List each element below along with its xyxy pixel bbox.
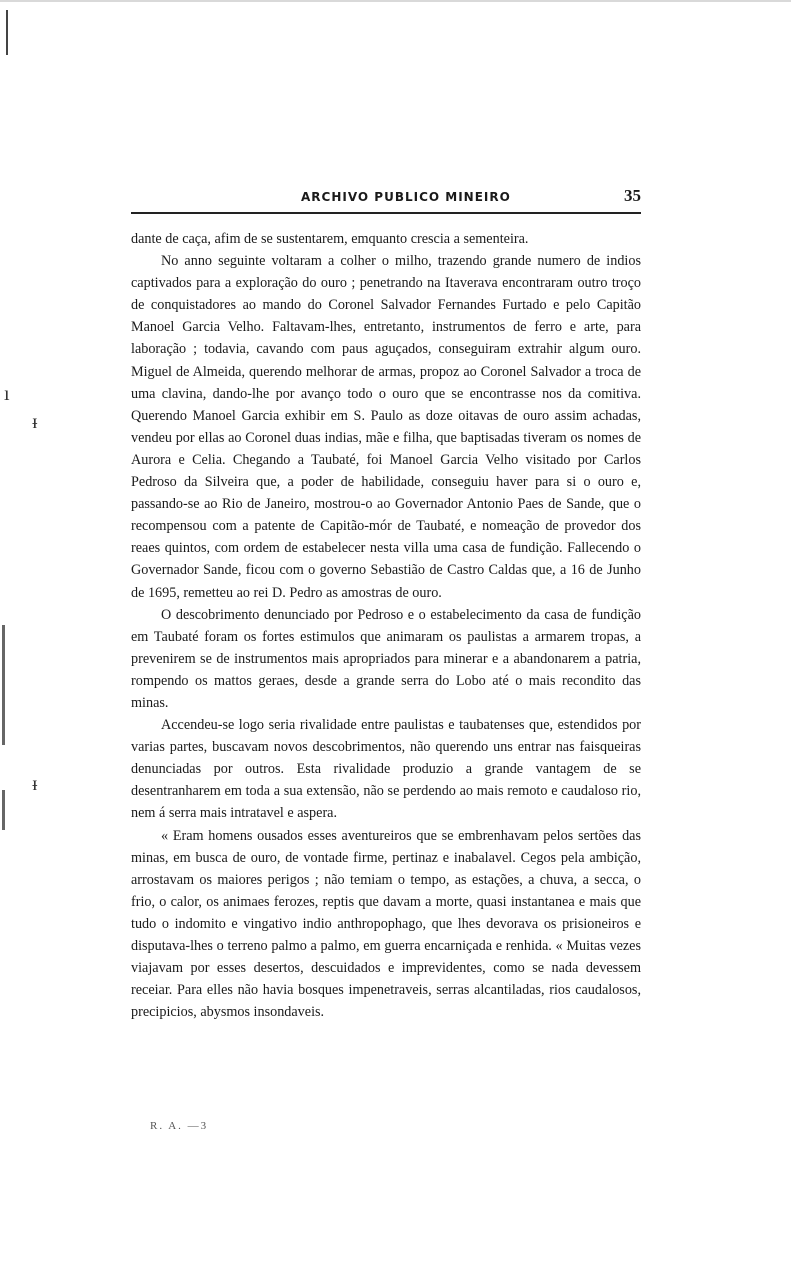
page-header: [131, 186, 641, 210]
scan-left-edge: [6, 10, 8, 55]
scan-speck: ı: [4, 383, 10, 405]
paragraph: O descobrimento denunciado por Pedroso e o estabelecimento da casa de fundição em Taubaté foram os fortes estimulos que animaram os paulistas a armarem tropas, a prevenirem se de instrumentos mais apropriados para minerar e a abandonarem a patria, rompendo os mattos geraes, desde a grande serra do Lobo até o mais recondito das minas.: [131, 606, 641, 711]
paragraph: « Eram homens ousados esses aventureiros que se embrenhavam pelos sertões das minas, em busca de ouro, de vontade firme, pertinaz e inabalavel. Cegos pela ambição, arrostavam os maiores perigos ; não temiam o tempo, as estações, a chuva, a secca, o frio, o calor, os animaes ferozes, reptis que davam a morte, quasi instantanea e mais que tudo o indomito e vingativo indio anthropophago, que lhes devorava os prisioneiros e disputava-lhes o terreno palmo a palmo, em guerra encarniçada e renhida. « Muitas vezes viajavam por esses desertos, descuidados e imprevidentes, como se nada devessem receiar. Para elles não havia bosques impenetraveis, serras alcantiladas, rios caudalosos, precipicios, abysmos insondaveis.: [131, 827, 641, 1021]
paragraph: No anno seguinte voltaram a colher o milho, trazendo grande numero de indios captivados para a exploração do ouro ; penetrando na Itaverava encontraram outro troço de conquistadores ao mando do Coronel Salvador Fernandes Furtado e pelo Capitão Manoel Garcia Velho. Faltavam-lhes, entretanto, instrumentos de ferro e arte, para laboração ; todavia, cavando com paus aguçados, conseguiram extrahir algum ouro. Miguel de Almeida, querendo melhorar de armas, propoz ao Coronel Salvador a troca de uma clavina, dando-lhe por avanço todo o ouro que se encontrasse nos da comitiva. Querendo Manoel Garcia exhibir em S. Paulo as doze oitavas de ouro assim achadas, vendeu por ellas ao Coronel duas indias, mãe e filha, que baptisadas tiveram os nomes de Aurora e Celia. Chegando a Taubaté, foi Manoel Garcia Velho visitado por Carlos Pedroso da Silveira que, a poder de habilidade, conseguiu haver para si o ouro e, passando-se ao Rio de Janeiro, mostrou-o ao Governador Antonio Paes de Sande, que o recompensou com a patente de Capitão-mór de Taubaté, e nomeação de provedor dos reaes quintos, com ordem de estabelecer nesta villa uma casa de fundição. Fallecendo o Governador Sande, ficou com o governo Sebastião de Castro Caldas que, a 16 de Junho de 1695, remetteu ao rei D. Pedro as amostras de ouro.: [131, 253, 641, 601]
scan-binding-edge: [2, 625, 5, 745]
scan-speck: ᵻ: [32, 773, 38, 795]
scan-speck: ᵻ: [32, 411, 38, 433]
header-rule: [131, 212, 641, 214]
paragraph: Accendeu-se logo seria rivalidade entre paulistas e taubatenses que, estendidos por varias partes, buscavam novos descobrimentos, não querendo uns entrar nas faisqueiras denunciadas por outros. Esta rivalidade produzio a grande vantagem de se desentranharem em toda a sua extensão, não se perdendo ao mais remoto e caudaloso rio, nem á serra mais intratavel e aspera.: [131, 717, 641, 822]
scan-binding-edge: [2, 790, 5, 830]
printer-signature-mark: R. A. —3: [150, 1120, 209, 1132]
running-head: ARCHIVO PUBLICO MINEIRO: [301, 190, 511, 204]
paragraph: dante de caça, afim de se sustentarem, emquanto crescia a sementeira.: [131, 231, 529, 247]
scan-top-edge: [0, 0, 791, 2]
page-number: 35: [624, 186, 641, 205]
body-text: [131, 228, 641, 1023]
